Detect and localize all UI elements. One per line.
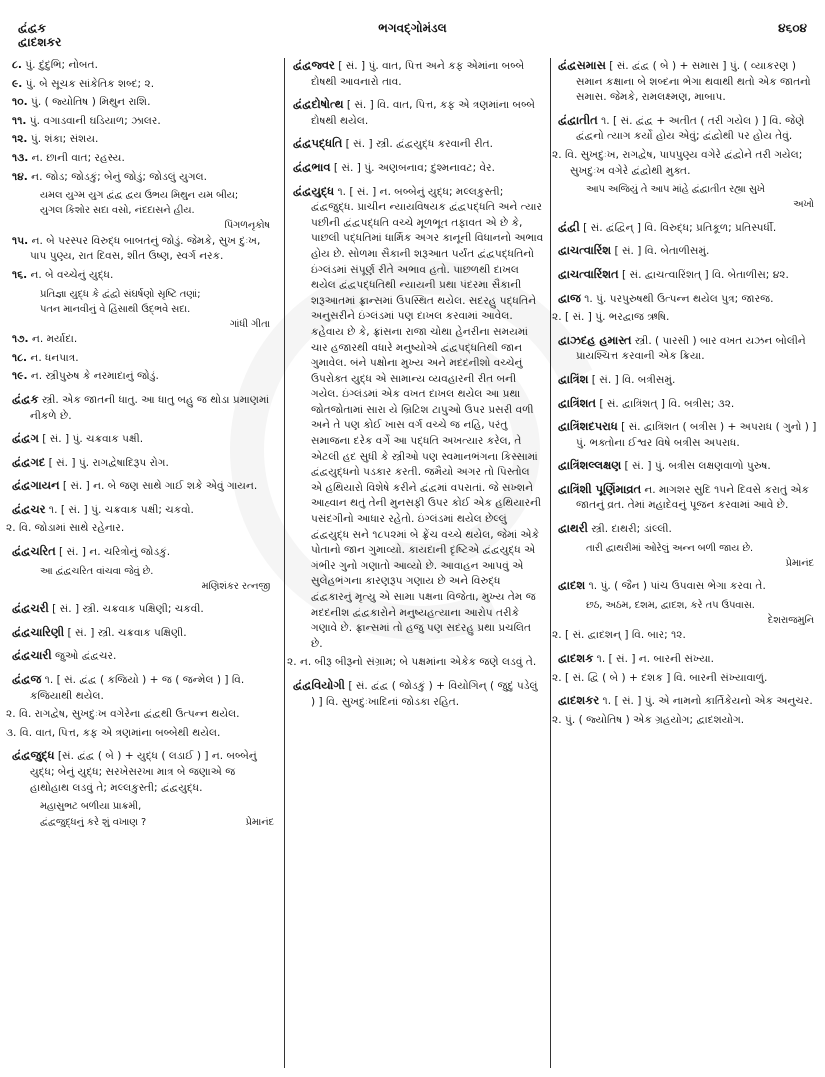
entry-definition bbox=[293, 160, 544, 177]
entry-headword: દ્વંદ્વી bbox=[558, 219, 580, 234]
definition-text: [ સં. દ્વાત્રિંશત ( બત્રીસ ) + અપરાધ ( ગુનો ) ] પું. ભક્તોના ઈશ્વર વિષે બત્રીસ અપરાધ. bbox=[576, 421, 817, 449]
dictionary-entry bbox=[558, 333, 818, 365]
sense-text: પું. બે સૂચક સાંકેતિક શબ્દ; ૨. bbox=[25, 77, 155, 90]
right-column bbox=[552, 58, 818, 1068]
numbered-sense bbox=[12, 95, 274, 111]
definition-text: [ સં. દ્વાચત્વારિંશત્ ] વિ. બેતાળીસ; ૪૨. bbox=[622, 268, 789, 281]
entry-headword: દ્વાથરી bbox=[558, 521, 588, 536]
entry-definition bbox=[558, 220, 818, 237]
numbered-sense bbox=[12, 114, 274, 130]
entry-sense: ૩. વિ. વાત, પિત્ત, કફ એ ત્રણમાંના બબ્બેથી થયેલ. bbox=[6, 726, 221, 739]
entry-definition bbox=[12, 625, 274, 642]
sense-text: ન. મર્યાદા. bbox=[31, 333, 78, 346]
definition-text: સ્ત્રી. દાથરી; ડાંલ્લી. bbox=[591, 523, 672, 536]
quotation-source: પ્રેમાનંદ bbox=[245, 816, 274, 828]
dictionary-entry bbox=[558, 521, 818, 571]
dictionary-entry bbox=[558, 267, 818, 284]
entry-headword: દ્વાદશકર bbox=[558, 693, 600, 708]
entry-definition bbox=[12, 431, 274, 448]
entry-headword: દ્વંદ્વચરિત bbox=[12, 544, 56, 559]
definition-text: [ સં. ] વિ. વાત, પિત્ત, કફ એ ત્રણમાંના બબ્બે દોષથી થયેલ. bbox=[311, 99, 536, 127]
definition-text: [ સં. દ્વંદ્વિન્ ] વિ. વિરુદ્ધ; પ્રતિકૂળ; પ્રતિસ્પર્ધી. bbox=[583, 221, 777, 234]
entry-sense: ૨. [ સં. ] પું. ભરદ્વાજ ઋષિ. bbox=[552, 311, 670, 324]
entry-headword: દ્વાઝદહ હમાસ્ત bbox=[558, 332, 632, 347]
definition-text: ૧. [ સં. દ્વંદ્વ ( કજિયો ) + જ ( જન્મેલ ) ] વિ. કજિયાથી થયેલ. bbox=[30, 674, 245, 702]
entry-headword: દ્વંદ્વભાવ bbox=[293, 159, 331, 174]
sense-text: ન. જોડ; જોડકું; બેનું જોડું; જોડલું યુગલ. bbox=[31, 170, 207, 183]
definition-text: [ સં. ] ન. બે જણ સાથે ગાઈ શકે એવું ગાયન. bbox=[62, 480, 258, 493]
entry-definition bbox=[293, 136, 544, 153]
entry-headword: દ્વંદ્વગાયન bbox=[12, 478, 60, 493]
entry-headword: દ્વાત્રિંશલ્લક્ષણ bbox=[558, 458, 622, 473]
entry-headword: દ્વંદ્વચરી bbox=[12, 601, 49, 616]
definition-text: [ સં. દ્વંદ્વ ( જોડકું ) + વિયોગિન્ ( જુદું પડેલું ) ] વિ. સુખદુઃખાદિનાં જોડકા રહિત. bbox=[311, 679, 538, 708]
definition-text: [ સં. ] વિ. બેતાળીસમું. bbox=[614, 245, 710, 258]
dictionary-entry bbox=[287, 183, 544, 671]
dictionary-entry bbox=[6, 501, 274, 537]
entry-headword: દ્વાત્રિંશી પૂર્ણિમાવ્રત bbox=[558, 481, 642, 496]
sense-number: ૯. bbox=[12, 77, 23, 90]
entry-definition bbox=[293, 58, 544, 90]
definition-text: [ સં. દ્વાત્રિંશત્ ] વિ. બત્રીસ; ૩૨. bbox=[599, 397, 735, 410]
dictionary-entry bbox=[558, 58, 818, 106]
dictionary-entry bbox=[293, 678, 544, 710]
definition-text: સ્ત્રી. ( પારસી ) બાર વખત યઝન બોલીને પ્રાયશ્ચિત્ત કરવાની એક ક્રિયા. bbox=[576, 334, 806, 363]
definition-text: [ સં. ] ન. ચરિત્રોનું જોડકું. bbox=[59, 546, 171, 559]
dictionary-entry bbox=[293, 160, 544, 177]
definition-text: સ્ત્રી. એક જાતની ધાતુ. આ ધાતુ બહુ જ થોડા પ્રમાણમાં નીકળે છે. bbox=[30, 393, 270, 422]
entry-definition bbox=[558, 651, 818, 668]
quotation-source: પિંગળનૃકોષ bbox=[224, 220, 270, 232]
entry-definition bbox=[558, 396, 818, 413]
entry-definition bbox=[12, 478, 274, 495]
entry-headword: દ્વંદ્વગદ bbox=[12, 454, 46, 469]
sense-text: પું. દુંદુભિ; નોબત. bbox=[25, 59, 98, 71]
entry-sense: ૨. વિ. જોડામાં સાથે રહેનાર. bbox=[6, 522, 125, 535]
entry-headword: દ્વંદ્વવિયોગી bbox=[293, 677, 345, 692]
definition-text: [ સં. ] પું. રાગદ્વેષાદિરૂપ રોગ. bbox=[48, 456, 169, 469]
middle-column bbox=[284, 58, 551, 1068]
left-column bbox=[6, 58, 274, 1068]
entry-definition bbox=[12, 392, 274, 424]
entry-definition bbox=[558, 113, 818, 145]
dictionary-entry bbox=[558, 372, 818, 389]
dictionary-entry bbox=[6, 672, 274, 741]
entry-headword: દ્વંદ્વજ bbox=[12, 672, 42, 687]
entry-definition bbox=[12, 748, 274, 796]
entry-definition bbox=[293, 97, 544, 129]
definition-text: [ સં. ] પું. ચક્રવાક પક્ષી. bbox=[42, 433, 144, 446]
dictionary-entry bbox=[293, 58, 544, 90]
numbered-sense bbox=[12, 170, 274, 186]
quotation-text: મહાસુભટ બળીયા પ્રાક્રમી, bbox=[40, 801, 142, 813]
definition-text: [ સં. ] વિ. બત્રીસમું. bbox=[591, 373, 676, 386]
sense-number: ૧૯. bbox=[12, 370, 28, 383]
definition-text: ૧. [ સં. ] પું. એ નામનો કાર્તિકેયનો એક અનુચર. bbox=[602, 695, 813, 708]
dictionary-columns bbox=[6, 58, 818, 1068]
entry-headword: દ્વાચત્વારિંશત bbox=[558, 266, 619, 281]
entry-definition bbox=[12, 455, 274, 472]
sense-text: ન. બે વચ્ચેનું યુદ્ધ. bbox=[30, 268, 114, 281]
entry-headword: દ્વંદ્વચારી bbox=[12, 648, 52, 663]
sense-number: ૧૦. bbox=[12, 96, 28, 109]
dictionary-entry bbox=[558, 396, 818, 413]
quotation-source: અખો bbox=[793, 199, 814, 211]
definition-text: [ સં. દ્વંદ્વ ( બે ) + સમાસ ] પું. ( વ્યાકરણ ) સમાન કક્ષાના બે શબ્દના ભેગા થવાથી થતો એક જાતનો સમાસ. જેમકે, રામલક્ષ્મણ, માબાપ. bbox=[576, 60, 811, 104]
entry-definition bbox=[558, 482, 818, 514]
sense-number: ૧૭. bbox=[12, 333, 29, 346]
numbered-sense bbox=[12, 332, 274, 348]
sense-number: ૧૧. bbox=[12, 114, 27, 127]
entry-headword: દ્વાત્રિંશ bbox=[558, 371, 589, 386]
entry-headword: દ્વંદ્વયુદ્ધ bbox=[293, 183, 335, 198]
dictionary-entry bbox=[552, 112, 818, 213]
definition-text: ૧. [ સં. ] ન. બારની સંખ્યા. bbox=[596, 653, 715, 666]
entry-headword: દ્વંદ્વસમાસ bbox=[558, 58, 606, 72]
numbered-sense bbox=[12, 369, 274, 385]
numbered-sense bbox=[12, 234, 274, 265]
entry-definition bbox=[558, 372, 818, 389]
guide-word-first: દ્વંદ્વક bbox=[18, 21, 46, 35]
entry-definition bbox=[558, 58, 818, 106]
sense-text: ન. ધનપાત્ર. bbox=[30, 351, 79, 364]
quotation-source: દેશરાજમુનિ bbox=[767, 614, 814, 626]
quotation-line: તારી દ્વાથરીમાં ઓરેલું અન્ન બળી જાય છે. bbox=[586, 542, 754, 554]
entry-headword: દ્વંદ્વાતીત bbox=[558, 112, 598, 127]
dictionary-title: ભગવદ્ગોમંડલ bbox=[378, 21, 447, 35]
entry-definition bbox=[12, 601, 274, 618]
entry-headword: દ્વંદ્વપદ્ધતિ bbox=[293, 136, 343, 151]
dictionary-entry bbox=[12, 544, 274, 594]
definition-text: ૧. [ સં. ] પું. ચક્રવાક પક્ષી; ચકવો. bbox=[48, 503, 194, 516]
sense-text: ન. સ્ત્રીપુરુષ કે નરમાદાનું જોડું. bbox=[30, 370, 159, 383]
dictionary-entry bbox=[293, 97, 544, 129]
entry-sense: ૨. [ સં. દ્વાદશન્ ] વિ. બાર; ૧૨. bbox=[552, 629, 686, 642]
dictionary-entry bbox=[12, 648, 274, 665]
dictionary-entry bbox=[12, 625, 274, 642]
entry-headword: દ્વંદ્વક bbox=[12, 391, 39, 406]
quotation-line bbox=[12, 799, 274, 815]
definition-text: [ સં. ] પું. વાત, પિત્ત અને કફ એમાંના બબ્બે દોષથી આવનારો તાવ. bbox=[311, 60, 525, 88]
entry-definition bbox=[558, 243, 818, 260]
quotation-line: યુગલ કિશોર સદા વસો, નંદદાસને હીય. bbox=[40, 205, 195, 217]
numbered-sense bbox=[12, 351, 274, 367]
continued-entry-senses bbox=[12, 58, 274, 385]
entry-definition bbox=[12, 648, 274, 665]
quotation-line: પતન માનવીનું વે હિંસાથી ઉદ્ભવે સદા. bbox=[40, 303, 191, 315]
entry-definition bbox=[558, 578, 818, 595]
entry-headword: દ્વાત્રિંશદપરાધ bbox=[558, 419, 618, 434]
sense-text: ન. બે પરસ્પર વિરુદ્ધ બાબતનું જોડું. જેમકે, સુખ દુઃખ, પાપ પુણ્ય, રાત દિવસ, શીત ઉષ્ણ, સ્વર્ગ નરક. bbox=[30, 234, 261, 263]
dictionary-entry bbox=[552, 693, 818, 728]
sense-number: ૧૫. bbox=[12, 234, 29, 247]
entry-definition bbox=[12, 672, 274, 704]
entry-definition bbox=[558, 458, 818, 475]
numbered-sense bbox=[12, 77, 274, 93]
dictionary-entry bbox=[12, 601, 274, 618]
dictionary-entry bbox=[558, 482, 818, 514]
sense-number: ૧૮. bbox=[12, 351, 28, 364]
dictionary-entry bbox=[552, 290, 818, 326]
dictionary-entry bbox=[12, 392, 274, 424]
definition-text: [ સં. ] સ્ત્રી. ચક્રવાક પક્ષિણી. bbox=[67, 626, 187, 639]
entry-definition bbox=[558, 419, 818, 451]
quotation-line: આ દ્વંદ્વચરિત વાંચવા જેવું છે. bbox=[40, 565, 154, 577]
entry-headword: દ્વાદશ bbox=[558, 578, 586, 593]
entry-sense: ૨. ન. બીરૂ બીરૂનો સંગ્રામ; બે પક્ષમાંના એકેક જણે લડવું તે. bbox=[287, 656, 537, 669]
quotation-line bbox=[12, 815, 274, 831]
definition-text: ૧. પું. પરપુરુષથી ઉત્પન્ન થયેલ પુત્ર; જારજ. bbox=[584, 292, 774, 305]
quotation-source: ગાંધી ગીતા bbox=[229, 318, 270, 330]
entry-definition bbox=[558, 521, 818, 538]
dictionary-entry bbox=[558, 419, 818, 451]
definition-text: [ સં. ] સ્ત્રી. ચક્રવાક પક્ષિણી; ચકવી. bbox=[52, 603, 204, 616]
quotation-source: પ્રેમાનંદ bbox=[785, 557, 814, 569]
definition-text: [ સં. ] પું. બત્રીસ લક્ષણવાળો પુરુષ. bbox=[624, 460, 771, 473]
entry-definition bbox=[293, 678, 544, 710]
page-number: ૪૬૦૪ bbox=[778, 21, 807, 35]
entry-headword: દ્વંદ્વદોષોત્થ bbox=[293, 97, 344, 112]
quotation-line: આપ અજિયું તે આપ માંહે દ્વંદ્વાતીત રહ્યા સુખે bbox=[586, 184, 765, 196]
entry-headword: દ્વંદ્વચારિણી bbox=[12, 624, 65, 639]
definition-text: ૧. [ સં. ] ન. બબ્બેનું યુદ્ધ; મલ્લકુસ્તી; દ્વંદ્વજુદ્ધ. પ્રાચીન ન્યાયવિષયક દ્વંદ્વપદ્ધતિ અને ત્યાર પછીની દ્વંદ્વપદ્ધતિ વચ્ચે મૂળભૂત તફાવત એ છે કે, પાછલી પદ્ધતિમાં ધાર્મિક અગર કાનૂની વિધાનનો અભાવ હોય છે. સોળમા સૈકાની શરૂઆત પર્યંત દ્વંદ્વપદ્ધતિનો ઇંગ્લંડમાં સંપૂર્ણ રીતે અભાવ હતો. પાછળથી દાખલ થયેલ દ્વંદ્વપદ્ધતિથી ન્યાયની પ્રથા પંદરમા સૈકાની શરૂઆતમાં ફ્રાન્સમાં ઉપસ્થિત થયેલ. સદરહુ પદ્ધતિને અનુસરીને ઇંગ્લંડમાં પણ દાખલ કરવામાં આવેલ. કહેવાય છે કે, ફ્રાંસના રાજા ચોથા હેનરીના સમયમાં ચાર હજારથી વધારે મનુષ્યોએ દ્વંદ્વપદ્ધતિથી જાન ગુમાવેલ. બંને પક્ષોના મુખ્ય અને મદદનીશો વચ્ચેનું ઉપરોક્ત યુદ્ધ એ સામાન્ય વ્યવહારની રીત બની ગયેલ. ઇંગ્લંડમાં એક વખત દાખલ થયેલ આ પ્રથા જોતજોતામાં સારા યે બ્રિટિશ ટાપુઓ ઉપર પ્રસરી વળી અને તે પણ કોઈ ખાસ વર્ગ વચ્ચે જ નહિ, પરંતુ સમાજના દરેક વર્ગે આ પદ્ધતિ અખત્યાર કરેલ, તે એટલી હદ સુધી કે સ્ત્રીઓ પણ સ્વમાનભંગના કિસ્સામાં દ્વંદ્વયુદ્ધનો પડકાર કરતી. જમૈયો અગર તો પિસ્તોલ એ હથિયારો વિશેષે કરીને દ્વંદ્વમાં વપરાતાં. જે સખ્શને આહ્વાન થતું તેની મુનસફી ઉપર કોઈ એક હથિયારની પસંદગીનો આધાર રહેતો. ઇંગ્લંડમાં થયેલ છેલ્લું દ્વંદ્વયુદ્ધ સને ૧૮૫૨માં બે ફ્રેંચ વચ્ચે થયેલ, જેમાં એકે પોતાનો જાન ગુમાવ્યો. કાયદાની દૃષ્ટિએ દ્વંદ્વયુદ્ધ એ ગંભીર ગુનો ગણાતો આવ્યો છે. આવાહન આપવું એ સુલેહભંગના કારણરૂપ ગણાય છે અને વિરુદ્ધ દ્વંદ્વકારનું મૃત્યુ એ સામા પક્ષના વિજેતા, મુખ્ય તેમ જ મદદનીશ દ્વંદ્વકારોને મનુષ્યહત્યાના આરોપ તરીકે ગણાવે છે. ફ્રાન્સમાં તો હજુ પણ સદરહુ પ્રથા પ્રચલિત છે. bbox=[311, 185, 544, 650]
sense-text: પું. ( જ્યોતિષ ) મિથુન રાશિ. bbox=[30, 96, 151, 109]
dictionary-entry bbox=[558, 243, 818, 260]
sense-number: ૧૬. bbox=[12, 268, 28, 281]
dictionary-entry bbox=[552, 651, 818, 686]
entry-definition bbox=[558, 291, 818, 308]
quotation-line: યમલ યુગ્મ યુગ દ્વંદ્વ દ્વય ઉભય મિથુન યમ બીય; bbox=[40, 190, 239, 202]
numbered-sense bbox=[12, 132, 274, 148]
quotation-line: પ્રતિજ્ઞા યુદ્ધ કે દ્વંદ્વો સંઘર્ષણો સૃષ્ટિ તણાં; bbox=[40, 288, 201, 300]
numbered-sense bbox=[12, 58, 274, 74]
entry-headword: દ્વાચત્વારિંશ bbox=[558, 243, 612, 258]
numbered-sense bbox=[12, 151, 274, 167]
definition-text: ૧. [ સં. દ્વંદ્વ + અતીત ( તરી ગયેલ ) ] વિ. જેણે દ્વંદ્વનો ત્યાગ કર્યો હોય એવું; દ્વંદ્વોથી પર હોય તેવું. bbox=[576, 114, 805, 143]
entry-definition bbox=[558, 267, 818, 284]
entry-sense: ૨. પું. ( જ્યોતિષ ) એક ગ્રહયોગ; દ્વાદશયોગ. bbox=[552, 713, 745, 726]
dictionary-entry bbox=[558, 220, 818, 237]
sense-text: પું. શંકા; સંશય. bbox=[30, 133, 99, 146]
entry-headword: દ્વાદશક bbox=[558, 651, 594, 666]
dictionary-entry bbox=[558, 458, 818, 475]
entry-definition bbox=[558, 333, 818, 365]
entry-definition bbox=[12, 544, 274, 561]
definition-text: [સં. દ્વંદ્વ ( બે ) + યુદ્ધ ( લડાઈ ) ] ન. બબ્બેનું યુદ્ધ; બેનું યુદ્ધ; સરખેસરખા માત્ર બે જણાએ જ હાથોહાથ લડવું તે; મલ્લકુસ્તી; દ્વંદ્વયુદ્ધ. bbox=[30, 750, 257, 794]
entry-sense: ૨. વિ. સુખદુઃખ, રાગદ્વેષ, પાપપુણ્ય વગેરે દ્વંદ્વોને તરી ગયેલ; સુખદુઃખ વગેરે દ્વંદ્વોથી મુક્ત. bbox=[552, 148, 803, 177]
entry-headword: દ્વંદ્વચર bbox=[12, 501, 46, 516]
dictionary-entry bbox=[552, 578, 818, 644]
quotation-source: મણિશંકર રત્નજી bbox=[201, 580, 270, 592]
entry-definition bbox=[558, 693, 818, 710]
definition-text: [ સં. ] પું. અણબનાવ; દુશ્મનાવટ; વેર. bbox=[333, 161, 495, 174]
entry-definition bbox=[293, 184, 544, 653]
sense-text: પું. વગાડવાની ઘડિયાળ; ઝાલર. bbox=[29, 114, 161, 127]
dictionary-entry bbox=[293, 136, 544, 153]
sense-text: ન. છાની વાત; રહસ્ય. bbox=[31, 151, 125, 164]
entry-definition bbox=[12, 502, 274, 519]
dictionary-entry bbox=[12, 455, 274, 472]
sense-number: ૧૪. bbox=[12, 170, 28, 183]
definition-text: ન. માગશર સુદિ ૧૫ને દિવસે કરાતું એક જાતનું વ્રત. તેમાં મહાદેવનું પૂજન કરવામાં આવે છે. bbox=[576, 483, 809, 512]
definition-text: ૧. પું. ( જૈન ) પાંચ ઉપવાસ ભેગા કરવા તે. bbox=[588, 580, 766, 593]
sense-number: ૮. bbox=[12, 59, 22, 71]
entry-headword: દ્વંદ્વગ bbox=[12, 431, 39, 446]
dictionary-entry bbox=[12, 431, 274, 448]
dictionary-entry bbox=[12, 748, 274, 830]
numbered-sense bbox=[12, 268, 274, 284]
quotation-text: દ્વંદ્વજુદ્ધનું કરે શું વખાણ ? bbox=[40, 816, 147, 828]
entry-headword: દ્વાજ bbox=[558, 290, 581, 305]
entry-headword: દ્વાત્રિંશત bbox=[558, 395, 596, 410]
entry-sense: ૨. [ સં. દ્વિ ( બે ) + દશક ] વિ. બારની સંખ્યાવાળું. bbox=[552, 671, 768, 684]
definition-text: જુઓ દ્વંદ્વચર. bbox=[54, 650, 117, 663]
guide-word-last: દ્વાદશકર bbox=[18, 35, 62, 49]
page-header bbox=[0, 0, 825, 48]
entry-headword: દ્વંદ્વજુદ્ધ bbox=[12, 748, 55, 763]
sense-number: ૧૩. bbox=[12, 151, 29, 164]
dictionary-entry bbox=[12, 478, 274, 495]
entry-sense: ૨. વિ. રાગદ્વેષ, સુખદુઃખ વગેરેના દ્વંદ્વથી ઉત્પન્ન થયેલ. bbox=[6, 708, 240, 721]
quotation-line: છઠ, અઠમ, દશમ, દ્વાદશ, કરે તપ ઉપવાસ. bbox=[586, 599, 755, 611]
sense-number: ૧૨. bbox=[12, 133, 28, 146]
definition-text: [ સં. ] સ્ત્રી. દ્વંદ્વયુદ્ધ કરવાની રીત. bbox=[345, 138, 494, 151]
entry-headword: દ્વંદ્વજ્વર bbox=[293, 58, 335, 72]
